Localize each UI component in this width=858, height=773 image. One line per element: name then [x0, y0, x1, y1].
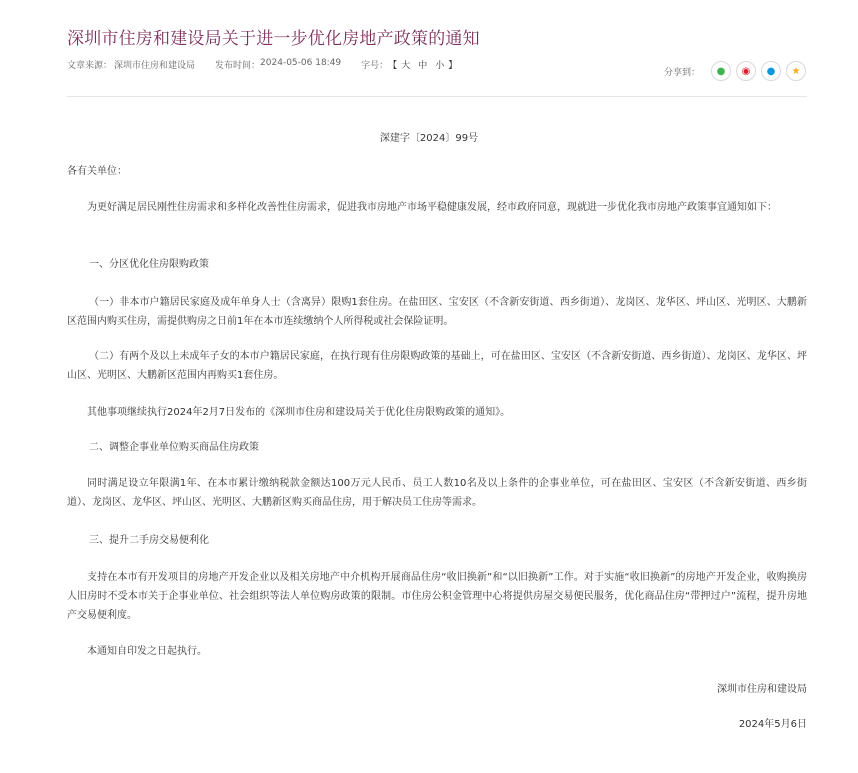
page-title: 深圳市住房和建设局关于进一步优化房地产政策的通知: [67, 29, 480, 49]
document-number: 深建字〔2024〕99号: [379, 133, 479, 144]
wechat-icon[interactable]: ●: [711, 61, 731, 81]
article-meta: [67, 58, 457, 71]
section1-paragraph1: （一）非本市户籍居民家庭及成年单身人士（含离异）限购1套住房。在盐田区、宝安区（不含新安街道、西乡街道）、龙岗区、龙华区、坪山区、光明区、大鹏新区范围内购买住房，需提供购房之日前1年在本市连续缴纳个人所得税或社会保险证明。: [67, 297, 807, 327]
qq-icon[interactable]: ●: [761, 61, 781, 81]
font-size-small-button[interactable]: 小: [435, 61, 445, 71]
section1-title: 一、分区优化住房限购政策: [89, 259, 209, 270]
font-size-medium-button[interactable]: 中: [418, 61, 428, 71]
section2-paragraph1: 同时满足设立年限满1年、在本市累计缴纳税款金额达100万元人民币、员工人数10名及以上条件的企事业单位，可在盐田区、宝安区（不含新安街道、西乡街道）、龙岗区、龙华区、坪山区、光明区、大鹏新区购买商品住房，用于解决员工住房等需求。: [67, 478, 807, 508]
signature-org: 深圳市住房和建设局: [717, 684, 807, 695]
section3-title: 三、提升二手房交易便利化: [89, 535, 209, 546]
publish-time-label: 发布时间：: [215, 61, 261, 71]
section3-paragraph1: 支持在本市有开发项目的房地产开发企业以及相关房地产中介机构开展商品住房“收旧换新”和“以旧换新”工作。对于实施“收旧换新”的房地产开发企业，收购换房人旧房时不受本市关于企事业单位、社会组织等法人单位购房政策的限制。市住房公积金管理中心将提供房屋交易便民服务，优化商品住房“带押过户”流程，提升房地产交易便利度。: [67, 572, 807, 621]
font-size-label: 字号：: [361, 61, 389, 71]
font-size-bracket-open: 【: [388, 61, 398, 71]
intro-paragraph: 为更好满足居民刚性住房需求和多样化改善性住房需求，促进我市房地产市场平稳健康发展，经市政府同意，现就进一步优化我市房地产政策事宜通知如下：: [87, 202, 777, 213]
font-size-bracket-close: 】: [448, 61, 458, 71]
weibo-icon[interactable]: ◉: [736, 61, 756, 81]
header-divider: [67, 96, 807, 97]
salutation: 各有关单位：: [67, 166, 127, 177]
source-label: 文章来源：: [67, 61, 113, 71]
publish-time-value: 2024-05-06 18:49: [260, 58, 342, 68]
font-size-large-button[interactable]: 大: [401, 61, 411, 71]
qzone-icon[interactable]: ★: [786, 61, 806, 81]
share-bar: [664, 61, 806, 81]
section1-paragraph2: （二）有两个及以上未成年子女的本市户籍居民家庭，在执行现有住房限购政策的基础上，可在盐田区、宝安区（不含新安街道、西乡街道）、龙岗区、龙华区、坪山区、光明区、大鹏新区范围内再购买1套住房。: [67, 351, 807, 381]
section2-title: 二、调整企事业单位购买商品住房政策: [89, 442, 259, 453]
section1-paragraph3: 其他事项继续执行2024年2月7日发布的《深圳市住房和建设局关于优化住房限购政策的通知》。: [87, 407, 511, 418]
source-value: 深圳市住房和建设局: [114, 61, 196, 71]
effective-statement: 本通知自印发之日起执行。: [87, 646, 207, 657]
share-label: 分享到：: [663, 67, 700, 78]
signature-date: 2024年5月6日: [738, 719, 807, 730]
